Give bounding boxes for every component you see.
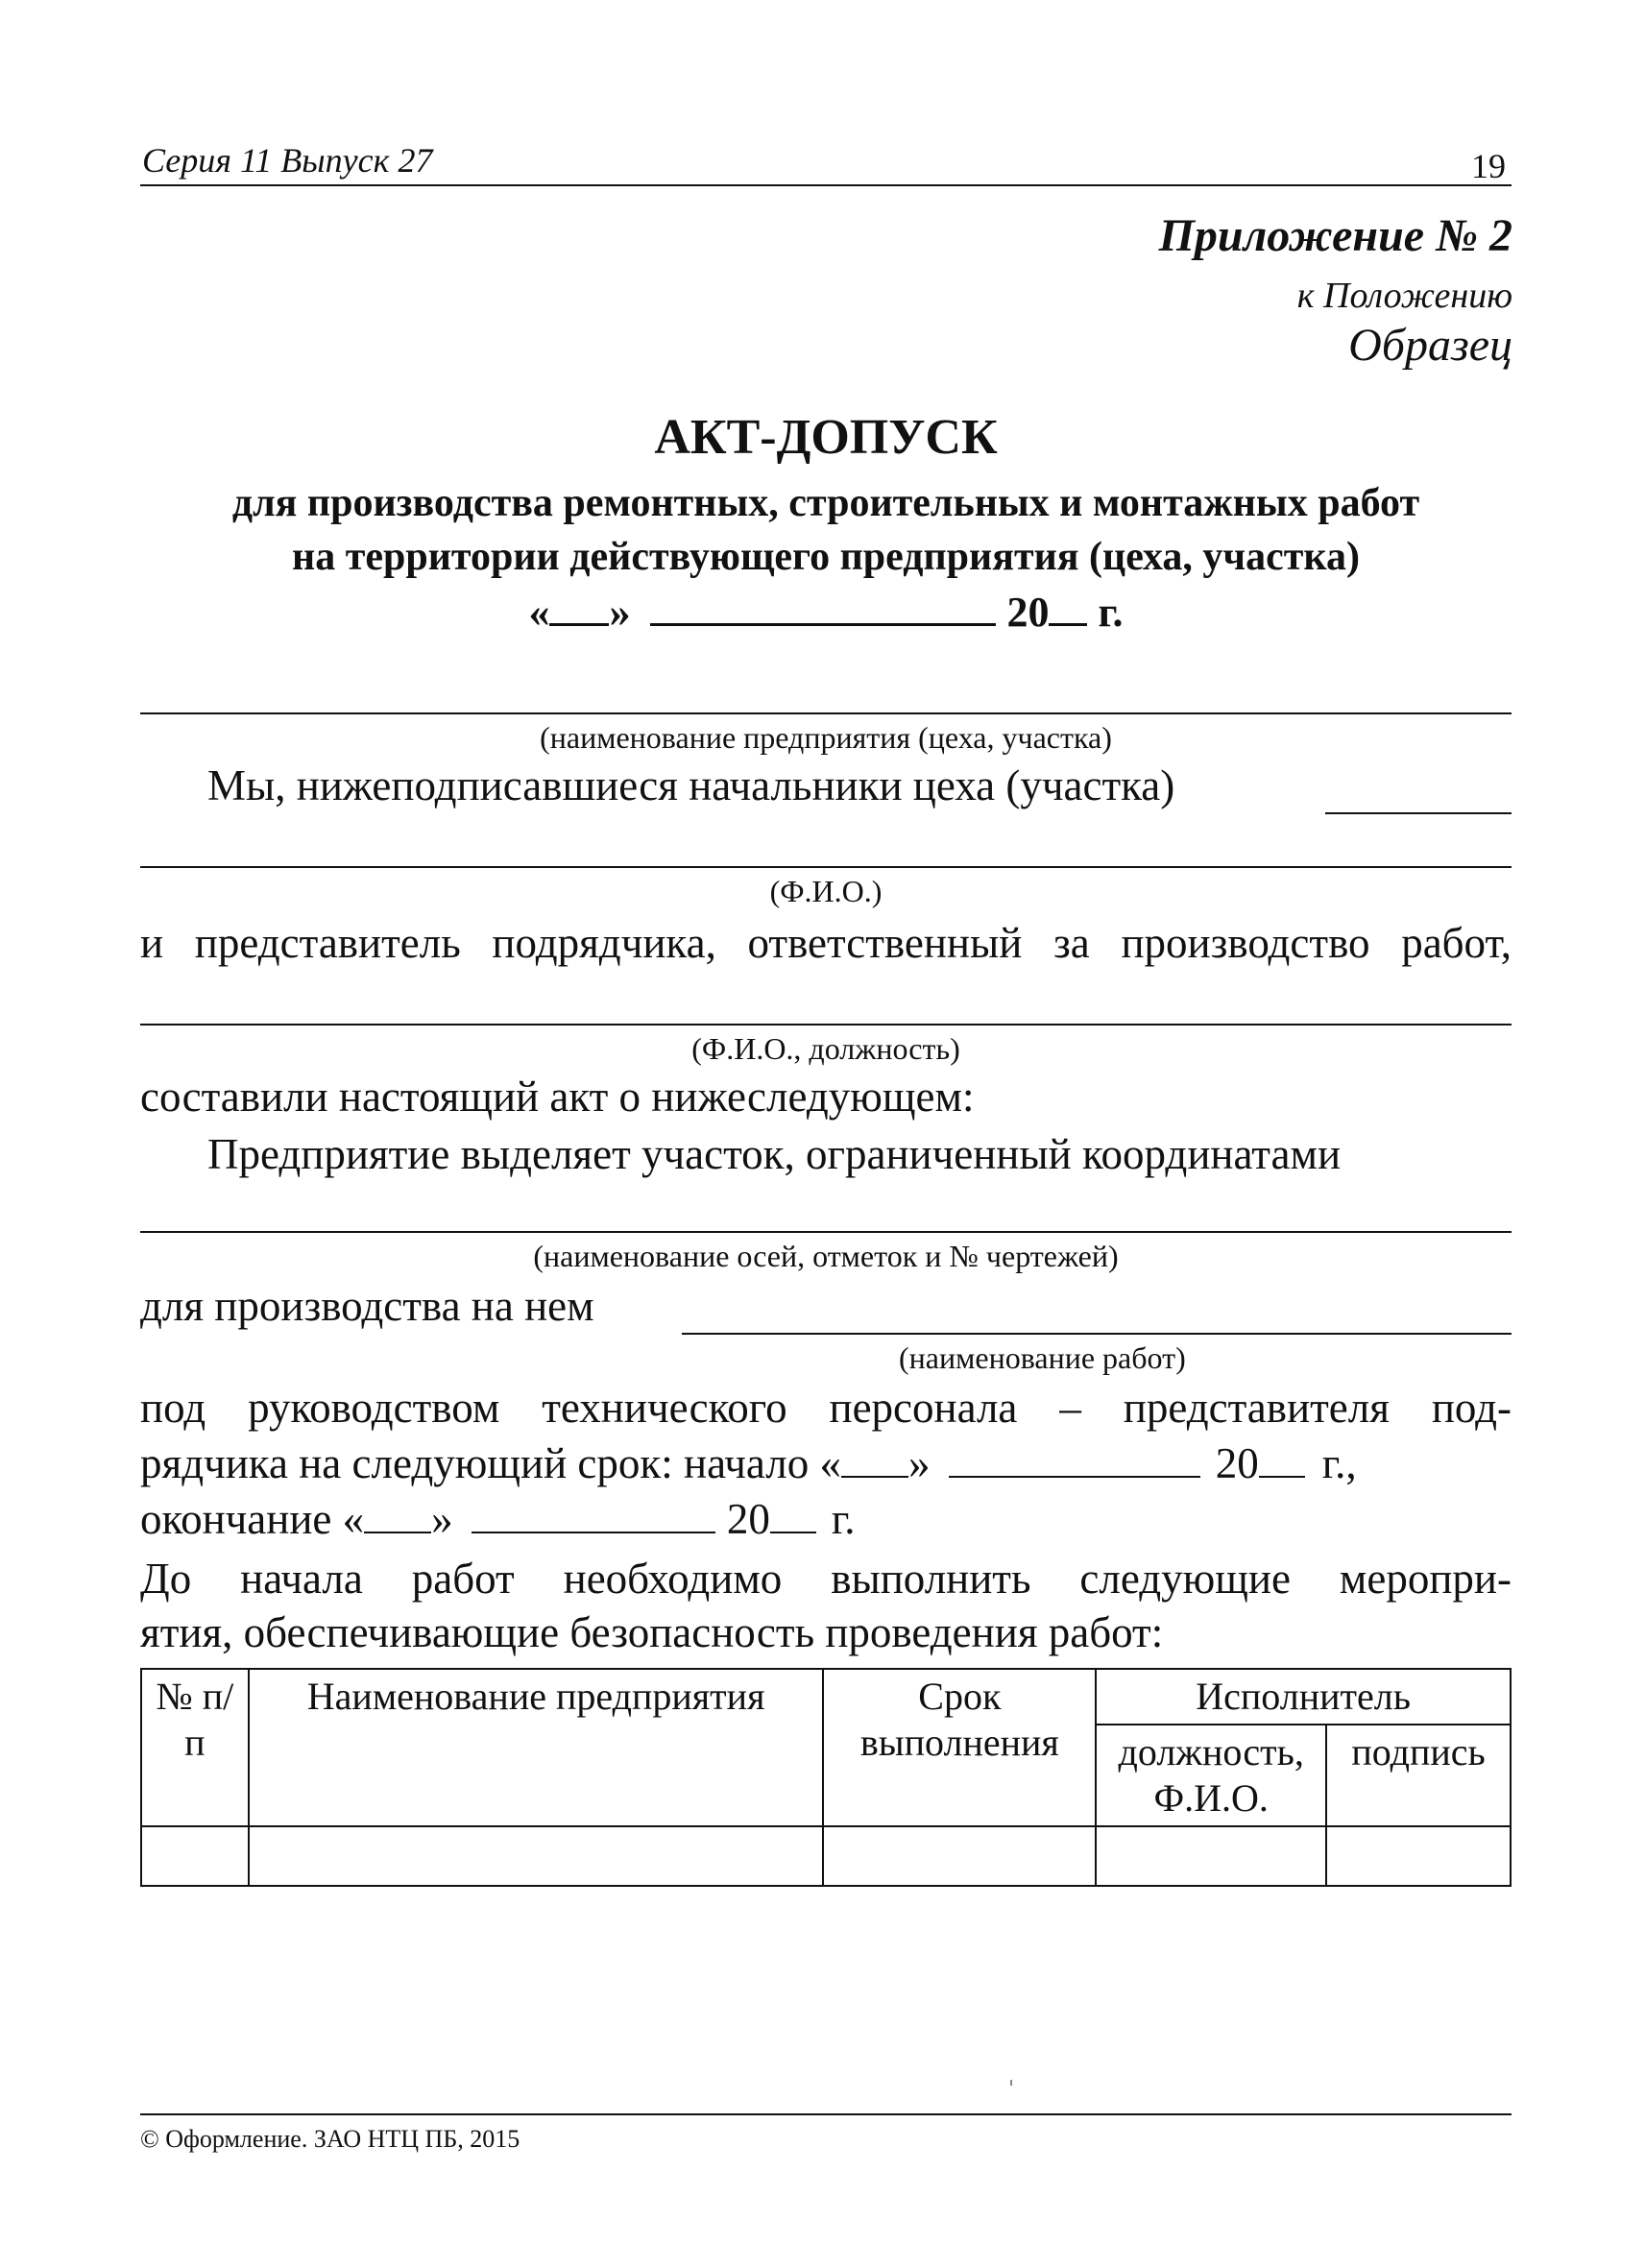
date-year-prefix: 20: [1006, 589, 1050, 636]
end-year-blank: [770, 1503, 816, 1533]
we-text: Мы, нижеподписавшиеся начальники цеха (участка): [207, 761, 1175, 809]
table-cell: [1096, 1826, 1326, 1886]
appendix-label: Приложение № 2: [1158, 210, 1512, 261]
works-fill-line: [682, 1333, 1512, 1335]
guidance-line-1: под руководством технического персонала – представителя под-: [140, 1384, 1512, 1432]
document-date: [140, 588, 1512, 637]
start-day-blank: [841, 1447, 908, 1478]
enterprise-allocates-text: Предприятие выделяет участок, ограниченный координатами: [207, 1130, 1342, 1178]
end-suffix: г.: [831, 1495, 856, 1543]
fio-fill-line: [140, 866, 1512, 868]
works-caption: (наименование работ): [899, 1340, 1186, 1375]
start-suffix: г.,: [1321, 1439, 1357, 1487]
start-year-blank: [1259, 1447, 1305, 1478]
end-month-blank: [472, 1503, 715, 1533]
start-label: рядчика на следующий срок: начало «: [140, 1439, 841, 1487]
scan-mark: [1010, 2080, 1012, 2086]
end-year-prefix: 20: [726, 1495, 770, 1543]
coordinates-fill-line: [140, 1231, 1512, 1233]
series-label: Серия 11 Выпуск 27: [142, 141, 433, 180]
document-subtitle-2: на территории действующего предприятия (цеха, участка): [292, 535, 1360, 579]
enterprise-caption: (наименование предприятия (цеха, участка): [540, 720, 1112, 755]
end-label: окончание «: [140, 1495, 365, 1543]
table-row: [141, 1826, 1511, 1886]
header-rule: [140, 184, 1512, 186]
composed-text: составили настоящий акт о нижеследующем:: [140, 1073, 975, 1121]
measures-table: [140, 1668, 1512, 1887]
table-cell: [249, 1826, 824, 1886]
date-suffix: г.: [1098, 589, 1124, 636]
document-title: АКТ-ДОПУСК: [654, 410, 998, 465]
header-position: должность, Ф.И.О.: [1096, 1725, 1326, 1826]
header-name: Наименование предприятия: [249, 1669, 824, 1826]
start-close-quote: »: [907, 1439, 931, 1487]
measures-line-1: До начала работ необходимо выполнить следующие меропри-: [140, 1555, 1512, 1603]
date-year-blank: [1049, 591, 1087, 626]
header-term: Срок выполнения: [823, 1669, 1096, 1826]
header-num: № п/п: [141, 1669, 249, 1826]
footer-copyright: © Оформление. ЗАО НТЦ ПБ, 2015: [140, 2125, 520, 2153]
table-cell: [823, 1826, 1096, 1886]
date-close-quote: »: [609, 589, 631, 636]
table-header-row-1: [141, 1669, 1511, 1725]
date-open-quote: «: [528, 589, 550, 636]
fio-position-caption: (Ф.И.О., должность): [691, 1031, 960, 1066]
contractor-text: и представитель подрядчика, ответственный за производство работ,: [140, 919, 1512, 967]
table-cell: [1326, 1826, 1511, 1886]
contractor-fill-line: [140, 1024, 1512, 1025]
guidance-line-2: [140, 1438, 1357, 1488]
table-cell: [141, 1826, 249, 1886]
end-close-quote: »: [431, 1495, 453, 1543]
shop-fill-line: [1325, 812, 1512, 814]
date-day-blank: [549, 591, 609, 626]
start-month-blank: [949, 1447, 1200, 1478]
header-signature: подпись: [1326, 1725, 1511, 1826]
date-month-blank: [650, 591, 996, 626]
fio-caption: (Ф.И.О.): [769, 874, 883, 908]
axes-caption: (наименование осей, отметок и № чертежей): [533, 1239, 1119, 1273]
for-production-text: для производства на нем: [140, 1282, 594, 1330]
footer-rule: [140, 2113, 1512, 2115]
end-day-blank: [364, 1503, 431, 1533]
sample-label: Образец: [1348, 320, 1512, 371]
end-line: [140, 1494, 856, 1544]
appendix-to: к Положению: [1296, 276, 1512, 316]
enterprise-fill-line: [140, 712, 1512, 714]
document-subtitle-1: для производства ремонтных, строительных и монтажных работ: [231, 481, 1420, 525]
header-executor: Исполнитель: [1096, 1669, 1511, 1725]
start-year-prefix: 20: [1215, 1439, 1259, 1487]
measures-line-2: ятия, обеспечивающие безопасность проведения работ:: [140, 1608, 1164, 1656]
page-number: 19: [1471, 147, 1506, 185]
